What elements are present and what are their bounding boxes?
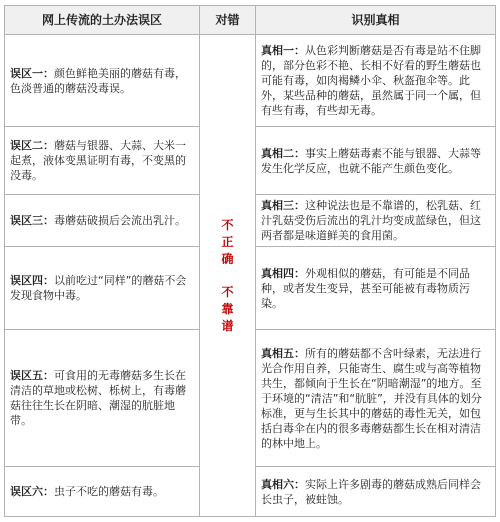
truth-label: 真相二： [261, 146, 305, 160]
verdict-incorrect: 不正确 [221, 217, 234, 266]
verdict-cell [200, 35, 256, 517]
header-truth: 识别真相 [256, 6, 496, 35]
myth-cell [5, 35, 200, 127]
myth-label: 误区三： [10, 214, 54, 227]
myth-label: 误区五： [10, 369, 54, 382]
truth-text: 外观相似的蘑菇，有可能是不同品种，或者发生变异，甚至可能被有毒物质污染。 [261, 266, 470, 310]
truth-cell [256, 467, 496, 517]
myth-text: 可食用的无毒蘑菇多生长在清洁的草地或松树、栎树上，有毒蘑菇往往生长在阴暗、潮湿的肮脏地带。 [10, 369, 186, 427]
myth-cell [5, 195, 200, 247]
myth-text: 毒蘑菇破损后会流出乳汁。 [54, 214, 186, 227]
truth-label: 真相一： [261, 44, 305, 57]
truth-cell [256, 35, 496, 127]
truth-cell [256, 247, 496, 330]
truth-label: 真相三： [261, 199, 305, 212]
verdict-unreliable: 不靠谱 [221, 284, 234, 333]
header-myth: 网上传流的土办法误区 [5, 6, 200, 35]
truth-cell [256, 195, 496, 247]
myth-text: 虫子不吃的蘑菇有毒。 [54, 485, 164, 498]
truth-text: 这种说法也是不靠谱的，松乳菇、红汁乳菇受伤后流出的乳汁均变成蓝绿色，但这两者都是味道鲜美的食用菌。 [261, 199, 481, 242]
myth-table-container [4, 5, 495, 515]
truth-text: 从色彩判断蘑菇是否有毒是站不住脚的，部分色彩不艳、长相不好看的野生蘑菇也可能有毒，如肉褐鳞小伞、秋盔孢伞等。此外，某些品种的蘑菇，虽然属于同一个属，但有些有毒，有些却无毒。 [261, 44, 481, 117]
myth-text: 以前吃过“同样”的蘑菇不会发现食物中毒。 [10, 274, 187, 302]
myth-label: 误区一： [10, 66, 54, 80]
truth-label: 真相六： [261, 477, 305, 491]
truth-label: 真相四： [261, 266, 305, 280]
myth-label: 误区六： [10, 485, 54, 498]
mushroom-myth-table [4, 5, 496, 517]
myth-text: 颜色鲜艳美丽的蘑菇有毒，色淡普通的蘑菇没毒误。 [10, 66, 186, 95]
truth-text: 事实上蘑菇毒素不能与银器、大蒜等发生化学反应，也就不能产生颜色变化。 [261, 146, 481, 175]
truth-text: 实际上许多剧毒的蘑菇成熟后同样会长虫子，被蛀蚀。 [261, 477, 481, 506]
myth-cell [5, 247, 200, 330]
truth-label: 真相五： [261, 346, 305, 360]
truth-cell [256, 127, 496, 195]
myth-cell [5, 467, 200, 517]
myth-text: 蘑菇与银器、大蒜、大米一起煮，液体变黑证明有毒，不变黑的没毒。 [10, 139, 186, 182]
truth-text: 所有的蘑菇都不含叶绿素，无法进行光合作用自养，只能寄生、腐生或与高等植物共生，都倾向于生长在“阴暗潮湿”的地方。至于环境的“清洁”和“肮脏”，并没有具体的划分标准，更与生长其中的蘑菇的毒性无关，如包括白毒伞在内的很多毒蘑菇都生长在相对清洁的林中地上。 [261, 346, 482, 450]
header-verdict: 对错 [200, 6, 256, 35]
table-row [5, 35, 496, 127]
truth-cell [256, 330, 496, 467]
header-row [5, 6, 496, 35]
myth-label: 误区四： [10, 274, 54, 287]
verdict-spacer [200, 268, 255, 284]
myth-label: 误区二： [10, 139, 54, 152]
myth-cell [5, 127, 200, 195]
myth-cell [5, 330, 200, 467]
